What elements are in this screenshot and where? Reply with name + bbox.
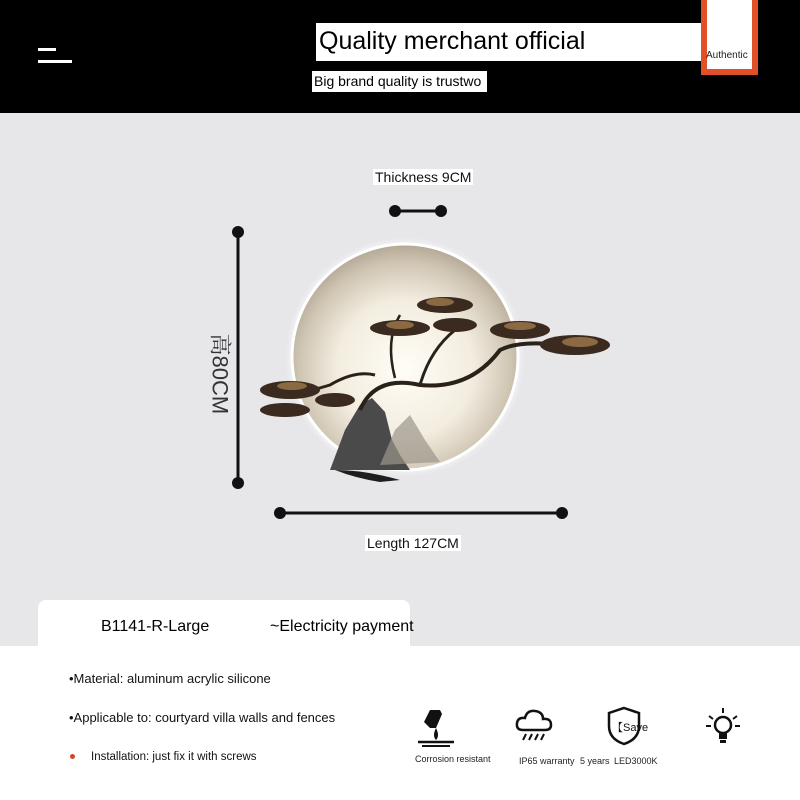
thickness-label: Thickness 9CM	[375, 169, 472, 185]
model-name: B1141-R-Large	[101, 618, 210, 635]
material-spec: •Material: aluminum acrylic silicone	[69, 671, 271, 686]
warranty-caption: 5 years	[580, 756, 610, 766]
installation-spec: Installation: just fix it with screws	[91, 751, 257, 763]
height-label: 高80CM	[207, 333, 233, 415]
light-bulb-icon	[704, 706, 742, 748]
power-type: ~Electricity payment	[270, 618, 414, 635]
model-card	[38, 600, 414, 652]
corrosion-resistant-icon	[414, 706, 458, 748]
title-banner	[316, 23, 750, 61]
page-subtitle: Big brand quality is trustwo	[314, 73, 482, 89]
authentic-badge-label: Authentic	[706, 50, 748, 61]
length-label: Length 127CM	[367, 535, 459, 551]
rain-cloud-icon	[514, 708, 554, 744]
shield-label: 【Save	[612, 722, 649, 734]
ip65-caption: IP65 warranty	[519, 756, 575, 766]
corrosion-caption: Corrosion resistant	[415, 754, 491, 764]
header-bar	[0, 0, 800, 113]
bullet-dot	[70, 754, 75, 759]
authentic-badge	[701, 0, 758, 75]
product-showcase	[0, 113, 800, 646]
subtitle-banner	[312, 71, 487, 92]
menu-icon[interactable]	[38, 48, 72, 64]
led-caption: LED3000K	[614, 756, 658, 766]
page-title: Quality merchant official	[319, 27, 586, 55]
applicable-spec: •Applicable to: courtyard villa walls and fences	[69, 710, 336, 725]
